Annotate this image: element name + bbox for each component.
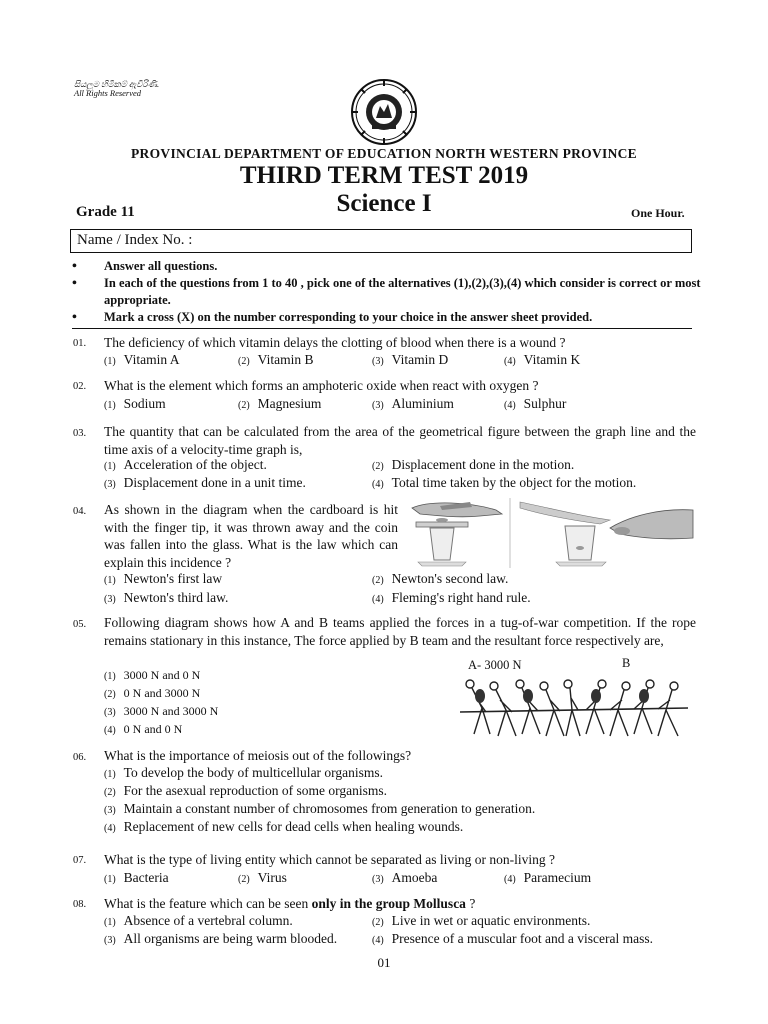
option-2: (2) Virus <box>238 870 287 885</box>
question-number: 08. <box>73 899 87 910</box>
option-3: (3) 3000 N and 3000 N <box>104 704 219 718</box>
option-3: (3) Displacement done in a unit time. <box>104 475 306 490</box>
option-4: (4) Sulphur <box>504 396 567 411</box>
question-text: The quantity that can be calculated from the area of the geometrical figure between the graph line and the time axis of a velocity-time graph is, <box>104 424 696 457</box>
option-3: (3) Newton's third law. <box>104 590 229 605</box>
divider <box>72 328 692 329</box>
question-text: Following diagram shows how A and B teams applied the forces in a tug-of-war competition. If the rope remains stationary in this instance, The force applied by B team and the resultant force respectively are, <box>104 615 696 648</box>
question-number: 05. <box>73 619 87 630</box>
option-1: (1) Absence of a vertebral column. <box>104 913 293 928</box>
page-number: 01 <box>377 955 391 970</box>
provincial-emblem-icon <box>350 78 418 146</box>
option-3: (3) Vitamin D <box>372 352 449 367</box>
question-number: 04. <box>73 506 87 517</box>
rights-english: All Rights Reserved <box>74 88 142 98</box>
option-1: (1) 3000 N and 0 N <box>104 668 201 682</box>
option-1: (1) Newton's first law <box>104 571 223 586</box>
bullet: • <box>72 276 77 291</box>
rights-notice <box>74 80 159 98</box>
department-name: PROVINCIAL DEPARTMENT OF EDUCATION NORTH WESTERN PROVINCE <box>131 146 637 161</box>
option-1: (1) Sodium <box>104 396 166 411</box>
question-text: What is the element which forms an amphoteric oxide when react with oxygen ? <box>104 378 539 393</box>
question-number: 03. <box>73 428 87 439</box>
option-3: (3) All organisms are being warm blooded. <box>104 931 338 946</box>
option-2: (2) 0 N and 3000 N <box>104 686 201 700</box>
option-4: (4) Presence of a muscular foot and a visceral mass. <box>372 931 653 946</box>
option-4: (4) Total time taken by the object for the motion. <box>372 475 637 490</box>
coin-inertia-diagram <box>410 498 695 568</box>
option-4: (4) Replacement of new cells for dead cells when healing wounds. <box>104 819 464 834</box>
question-number: 07. <box>73 855 87 866</box>
question-number: 01. <box>73 338 87 349</box>
option-1: (1) Bacteria <box>104 870 169 885</box>
option-1: (1) To develop the body of multicellular organisms. <box>104 765 384 780</box>
question-text: What is the type of living entity which cannot be separated as living or non-living ? <box>104 852 556 867</box>
subject-title: Science I <box>336 190 432 217</box>
option-2: (2) Newton's second law. <box>372 571 509 586</box>
grade-label: Grade 11 <box>76 204 135 220</box>
rights-sinhala: සියලුම හිමිකම් ඇවිරිණි. <box>74 79 160 89</box>
option-3: (3) Maintain a constant number of chromosomes from generation to generation. <box>104 801 536 816</box>
instruction-text: In each of the questions from 1 to 40 , pick one of the alternatives (1),(2),(3),(4) which consider is correct or most appropriate. <box>104 276 701 307</box>
option-2: (2) Vitamin B <box>238 352 314 367</box>
bullet: • <box>72 259 77 274</box>
exam-duration: One Hour. <box>631 206 685 220</box>
option-2: (2) For the asexual reproduction of some organisms. <box>104 783 387 798</box>
team-b-label: B <box>622 656 631 670</box>
option-4: (4) Fleming's right hand rule. <box>372 590 531 605</box>
question-text: What is the feature which can be seen only in the group Mollusca ? <box>104 896 476 911</box>
name-index-label: Name / Index No. : <box>77 232 193 248</box>
question-text: As shown in the diagram when the cardboard is hit with the finger tip, it was thrown away and the coin was fallen into the glass. What is the law which can explain this incidence ? <box>104 502 398 570</box>
option-4: (4) Vitamin K <box>504 352 581 367</box>
option-3: (3) Aluminium <box>372 396 454 411</box>
option-2: (2) Magnesium <box>238 396 322 411</box>
option-1: (1) Vitamin A <box>104 352 180 367</box>
question-text: The deficiency of which vitamin delays the clotting of blood when there is a wound ? <box>104 335 566 350</box>
option-4: (4) Paramecium <box>504 870 592 885</box>
question-number: 06. <box>73 752 87 763</box>
tug-of-war-diagram <box>456 672 692 746</box>
question-emphasis: only in the group Mollusca <box>311 896 466 911</box>
option-4: (4) 0 N and 0 N <box>104 722 183 736</box>
option-3: (3) Amoeba <box>372 870 438 885</box>
name-index-field[interactable] <box>70 229 692 253</box>
option-2: (2) Live in wet or aquatic environments. <box>372 913 591 928</box>
question-text: What is the importance of meiosis out of the followings? <box>104 748 412 763</box>
bullet: • <box>72 310 77 325</box>
instruction-text: Answer all questions. <box>104 259 218 273</box>
team-a-force-label: A- 3000 N <box>468 658 522 672</box>
instruction-text: Mark a cross (X) on the number corresponding to your choice in the answer sheet provided. <box>104 310 593 324</box>
option-2: (2) Displacement done in the motion. <box>372 457 575 472</box>
option-1: (1) Acceleration of the object. <box>104 457 267 472</box>
exam-title: THIRD TERM TEST 2019 <box>239 162 529 189</box>
question-number: 02. <box>73 381 87 392</box>
